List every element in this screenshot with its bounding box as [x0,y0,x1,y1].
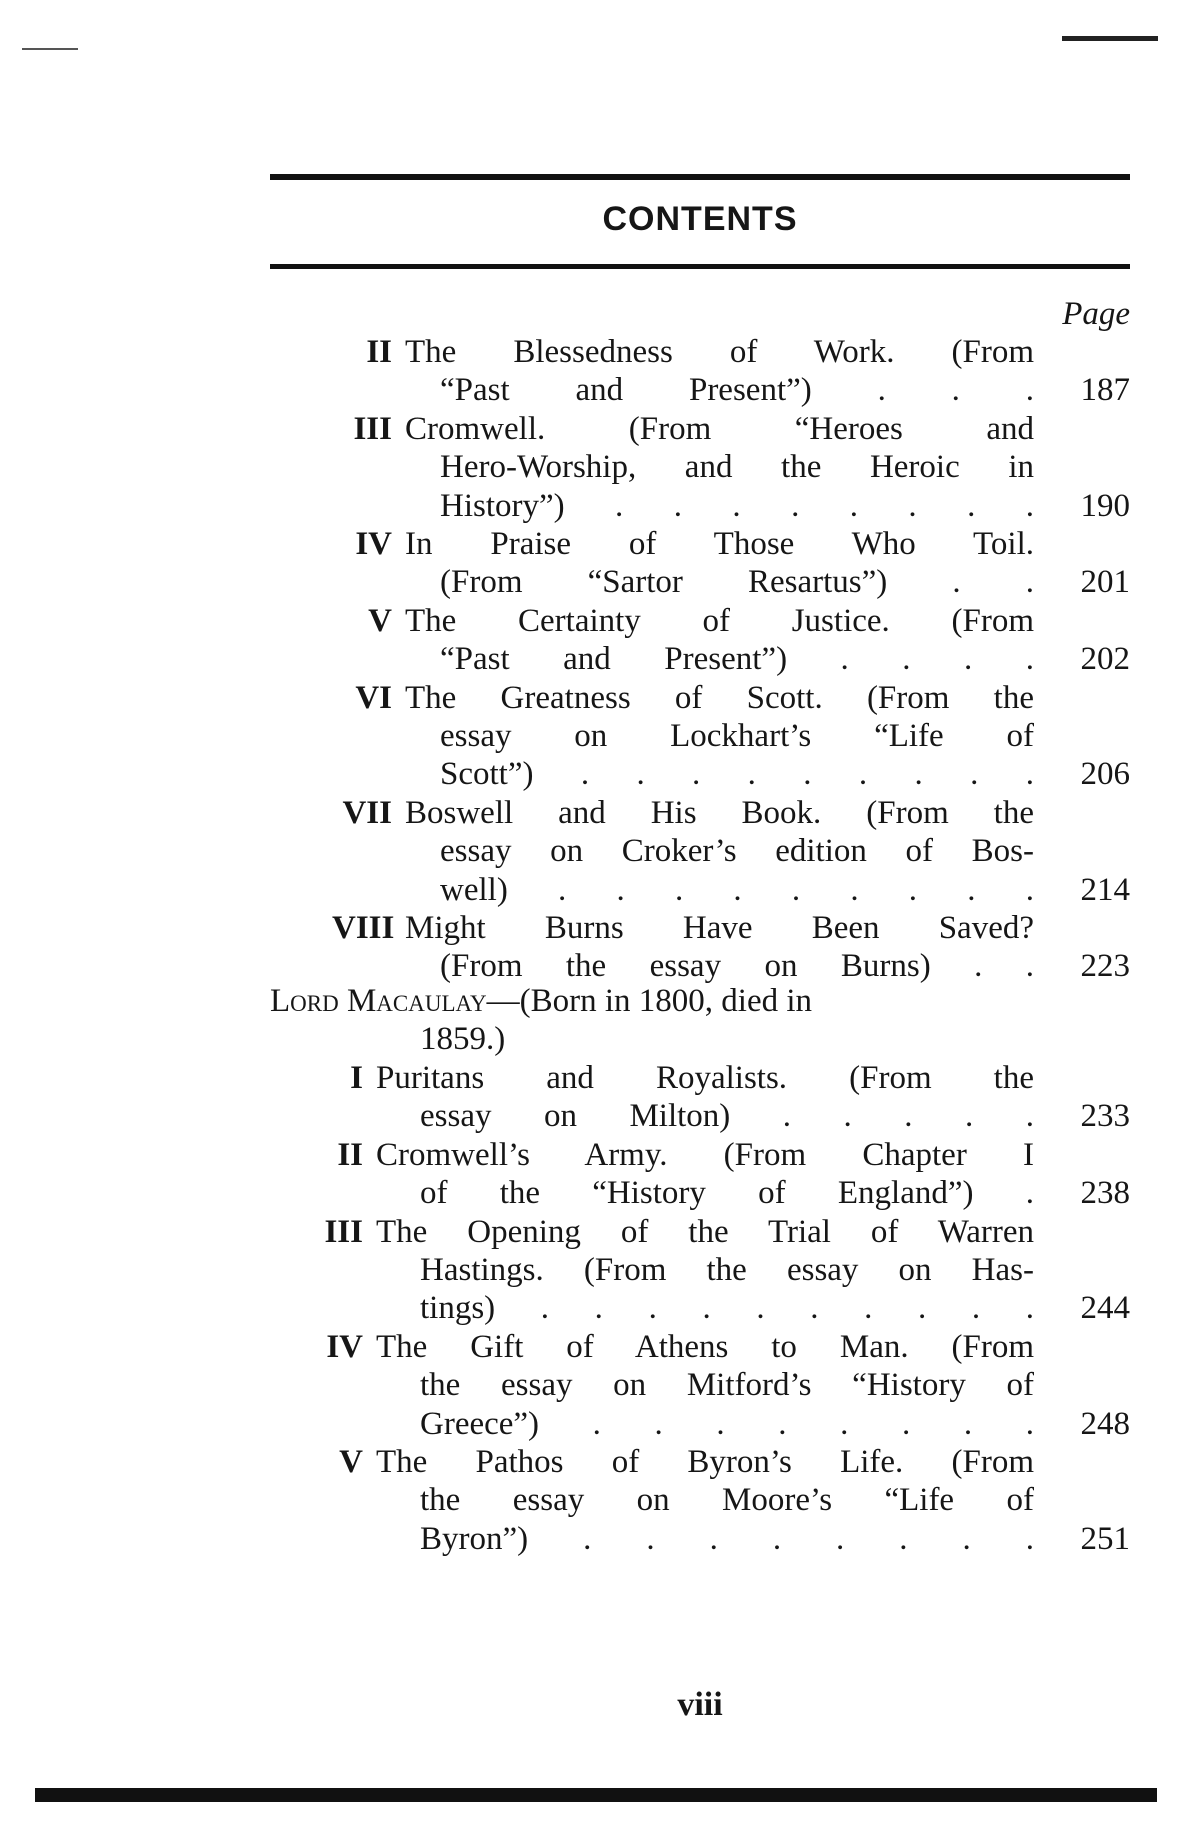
toc-entry-title-continued: Hastings. (From the essay on Has- [420,1252,1034,1288]
toc-entry-title-continued: Hero-Worship, and the Heroic in [440,449,1034,486]
toc-entry-numeral: I [350,1060,363,1096]
toc-entry-page-number: 206 [1080,756,1130,793]
toc-entry-title: The Certainty of Justice. (From [405,602,1034,639]
toc-entry-title: Might Burns Have Been Saved? [405,910,1034,946]
toc-entry-numeral: III [353,410,392,447]
toc-entry-title-continued: “Past and Present”) . . . . [440,641,1034,678]
toc-entry-title-continued: essay on Milton) . . . . . [420,1098,1034,1135]
page-folio: viii [677,1686,723,1723]
toc-entry-page-number: 233 [1080,1098,1130,1135]
toc-entry-page-number: 187 [1080,372,1130,409]
toc-entry-page-number: 201 [1080,564,1130,601]
title-rule [270,264,1130,269]
toc-entry-title: The Opening of the Trial of Warren [376,1213,1034,1250]
toc-entry-numeral: IV [326,1328,363,1365]
toc-entry-title-continued: Byron”) . . . . . . . . [420,1520,1034,1557]
toc-entry-page-number: 248 [1080,1405,1130,1442]
toc-entry-numeral: II [366,334,392,370]
toc-entry-title-continued: the essay on Mitford’s “History of [420,1367,1034,1404]
toc-entry-numeral: VIII [332,910,395,946]
toc-entry-page-number: 244 [1080,1290,1130,1327]
toc-entry-numeral: V [339,1444,363,1480]
toc-entry-title: The Pathos of Byron’s Life. (From [376,1444,1034,1480]
toc-entry-title-continued: (From the essay on Burns) . . [440,948,1034,985]
author-heading [270,982,812,1020]
toc-entry-page-number: 190 [1080,487,1130,524]
toc-entry-title: Cromwell. (From “Heroes and [405,410,1034,447]
toc-entry-title: Puritans and Royalists. (From the [376,1060,1034,1096]
toc-entry-numeral: II [337,1136,363,1173]
toc-entry-title-continued: the essay on Moore’s “Life of [420,1482,1034,1519]
toc-entry-page-number: 214 [1080,871,1130,908]
toc-entry-numeral: VI [355,679,392,716]
toc-entry-title-continued: of the “History of England”) . [420,1175,1034,1212]
toc-entry-title-continued: tings) . . . . . . . . . . [420,1290,1034,1327]
toc-entry-page-number: 238 [1080,1175,1130,1212]
toc-entry-title-continued: essay on Lockhart’s “Life of [440,718,1034,754]
page-title: CONTENTS [602,200,798,238]
page-column-heading: Page [1062,296,1130,332]
toc-entry-title-continued: essay on Croker’s edition of Bos- [440,833,1034,870]
toc-entry-title-continued: History”) . . . . . . . . [440,487,1034,524]
toc-entry-title-continued: well) . . . . . . . . . [440,871,1034,908]
toc-entry-numeral: V [368,602,392,639]
toc-entry-title: The Gift of Athens to Man. (From [376,1328,1034,1365]
author-name: Lord Macaulay [270,983,487,1019]
toc-entry-title-continued: “Past and Present”) . . . [440,372,1034,409]
top-rule [270,174,1130,180]
toc-entry-title-continued: Scott”) . . . . . . . . . [440,756,1034,793]
toc-entry-page-number: 202 [1080,641,1130,678]
toc-entry-title-continued: Greece”) . . . . . . . . [420,1405,1034,1442]
author-heading-continued: 1859.) [420,1021,506,1057]
toc-entry-title: The Blessedness of Work. (From [405,334,1034,370]
toc-entry-title: Cromwell’s Army. (From Chapter I [376,1136,1034,1173]
author-dates: —(Born in 1800, died in [486,983,813,1019]
toc-entry-page-number: 251 [1080,1520,1130,1557]
toc-entry-numeral: III [324,1213,363,1250]
scan-edge-mark-left [22,48,78,50]
scan-edge-mark-right [1062,36,1158,41]
toc-entry-numeral: VII [342,794,392,831]
toc-entry-numeral: IV [355,526,392,562]
toc-entry-page-number: 223 [1080,948,1130,985]
toc-entry-title: The Greatness of Scott. (From the [405,679,1034,716]
toc-entry-title-continued: (From “Sartor Resartus”) . . [440,564,1034,601]
bottom-rule [35,1788,1157,1802]
toc-entry-title: Boswell and His Book. (From the [405,794,1034,831]
toc-entry-title: In Praise of Those Who Toil. [405,526,1034,562]
